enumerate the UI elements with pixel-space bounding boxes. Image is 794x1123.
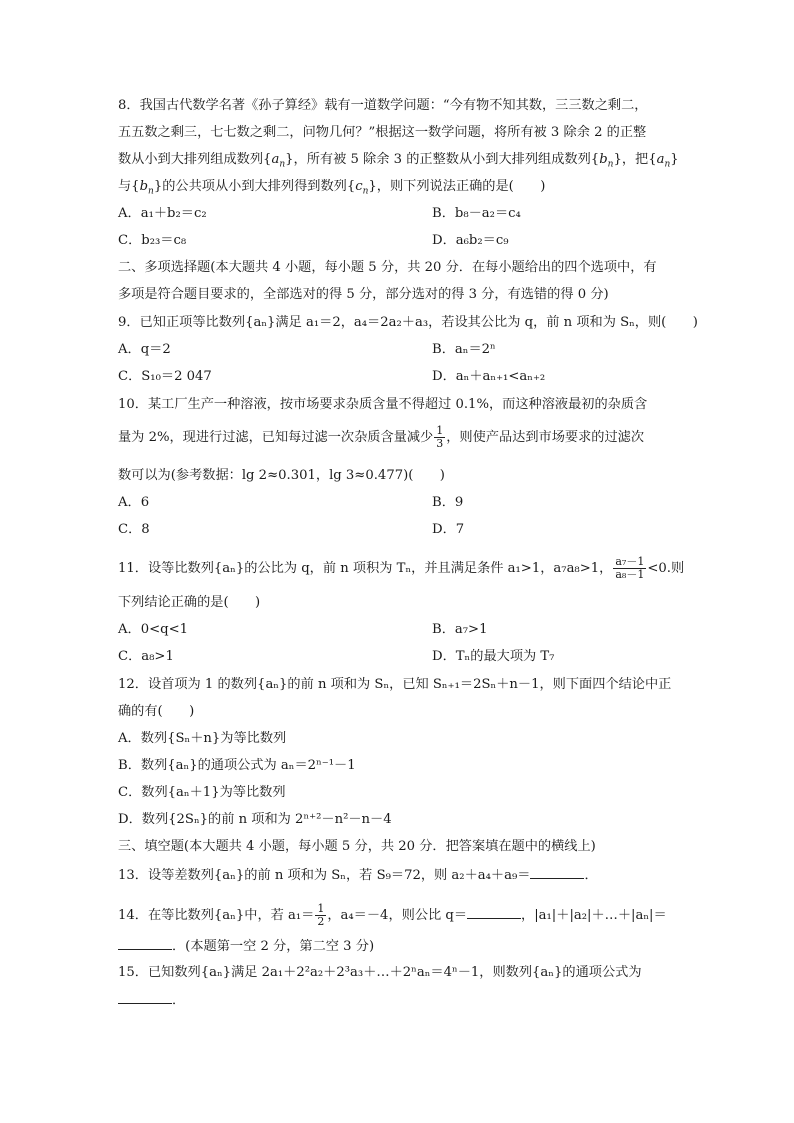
seq-a: $a_n$ xyxy=(656,152,671,170)
q11-line-1-part-a: 11．设等比数列{aₙ}的公比为 q，前 n 项积为 Tₙ，并且满足条件 a₁>1，a₇a₈>1， xyxy=(118,561,613,576)
q15-end: ． xyxy=(172,993,186,1008)
q8-line-4 xyxy=(118,178,545,196)
q13-end: ． xyxy=(584,868,598,883)
q15-line-2 xyxy=(118,991,185,1010)
q8-line-4-part-a: 与{ xyxy=(118,179,140,194)
q8-option-b: B．b₈－a₂＝c₄ xyxy=(432,206,521,221)
q15-answer-blank[interactable] xyxy=(118,991,172,1004)
q8-option-a: A．a₁＋b₂＝c₂ xyxy=(118,206,207,221)
q11-line-2: 下列结论正确的是( ) xyxy=(118,595,261,610)
fraction-one-half xyxy=(315,903,326,928)
section-2-heading-cont: 多项是符合题目要求的，全部选对的得 5 分，部分选对的得 3 分，有选错的得 0 分) xyxy=(118,287,609,302)
q14-answer-blank-1[interactable] xyxy=(467,906,521,919)
q12-option-a: A．数列{Sₙ＋n}为等比数列 xyxy=(118,731,287,746)
q10-line-2 xyxy=(118,425,644,450)
q11-option-a: A．0<q<1 xyxy=(118,622,189,637)
fraction-one-third xyxy=(434,425,445,450)
q14-line-2 xyxy=(118,937,374,956)
q8-line-3: 数从小到大排列组成数列$\{a_n\}$，所有被 5 除余 3 的正整数从小到大排列组成数列$\{b_n\}$，把$\{a_n\}$ xyxy=(118,152,679,170)
fraction-denominator: a₈－1 xyxy=(615,568,645,581)
q14-part-c: ，|a₁|＋|a₂|＋…＋|aₙ|＝ xyxy=(521,908,667,923)
section-3-heading: 三、填空题(本大题共 4 小题，每小题 5 分，共 20 分．把答案填在题中的横线上) xyxy=(118,839,596,854)
q12-option-c: C．数列{aₙ＋1}为等比数列 xyxy=(118,785,286,800)
section-2-heading: 二、多项选择题(本大题共 4 小题，每小题 5 分，共 20 分．在每小题给出的四个选项中，有 xyxy=(118,260,657,275)
q8-line-2: 五五数之剩三，七七数之剩二，问物几何？”根据这一数学问题，将所有被 3 除余 2 的正整 xyxy=(118,125,647,140)
q11-line-1-part-b: <0.则 xyxy=(647,561,685,576)
q8-line-3-part-a: 数从小到大排列组成数列{ xyxy=(118,152,272,167)
q9-option-b: B．aₙ＝2ⁿ xyxy=(432,342,496,357)
q13-answer-blank[interactable] xyxy=(530,866,584,879)
q14-part-b: ，a₄＝－4，则公比 q＝ xyxy=(327,908,468,923)
q11-option-d: D．Tₙ的最大项为 T₇ xyxy=(432,649,555,664)
fraction-numerator: 1 xyxy=(436,424,444,437)
q12-line-1: 12．设首项为 1 的数列{aₙ}的前 n 项和为 Sₙ，已知 Sₙ₊₁＝2Sₙ＋n－1，则下面四个结论中正 xyxy=(118,677,672,692)
q11-option-b: B．a₇>1 xyxy=(432,622,488,637)
q14-note: ．(本题第一空 2 分，第二空 3 分) xyxy=(172,939,375,954)
q11-fraction xyxy=(613,556,646,581)
seq-a: $a_n$ xyxy=(271,152,286,170)
q10-option-c: C．8 xyxy=(118,522,150,537)
q10-line-3: 数可以为(参考数据：lg 2≈0.301，lg 3≈0.477)( ) xyxy=(118,468,445,483)
q13-text: 13．设等差数列{aₙ}的前 n 项和为 Sₙ，若 S₉＝72，则 a₂＋a₄＋a₉＝ xyxy=(118,868,531,883)
q8-line-4-part-c: }，则下列说法正确的是( ) xyxy=(368,179,546,194)
fraction-numerator: a₇－1 xyxy=(615,555,645,568)
q8-line-4-part-b: }的公共项从小到大排列得到数列{ xyxy=(153,179,356,194)
fraction-denominator: 2 xyxy=(317,915,325,928)
q11-line-1 xyxy=(118,556,684,581)
fraction-numerator: 1 xyxy=(317,902,325,915)
q8-line-3-part-c: }，把{ xyxy=(613,152,657,167)
q13-line xyxy=(118,866,598,885)
q12-line-2: 确的有( ) xyxy=(118,704,195,719)
q8-line-1: 8．我国古代数学名著《孙子算经》载有一道数学问题：“今有物不知其数，三三数之剩二， xyxy=(118,98,648,113)
q10-option-b: B．9 xyxy=(432,495,464,510)
fraction-denominator: 3 xyxy=(436,437,444,450)
q10-line-1: 10．某工厂生产一种溶液，按市场要求杂质含量不得超过 0.1%，而这种溶液最初的杂质含 xyxy=(118,397,648,412)
q11-option-c: C．a₈>1 xyxy=(118,649,174,664)
q12-option-d: D．数列{2Sₙ}的前 n 项和为 2ⁿ⁺²－n²－n－4 xyxy=(118,812,392,827)
q14-line-1 xyxy=(118,903,667,928)
q10-option-a: A．6 xyxy=(118,495,150,510)
q9-option-a: A．q＝2 xyxy=(118,342,171,357)
q8-option-d: D．a₆b₂＝c₉ xyxy=(432,233,509,248)
q10-option-d: D．7 xyxy=(432,522,465,537)
q14-answer-blank-2[interactable] xyxy=(118,937,172,950)
q12-option-b: B．数列{aₙ}的通项公式为 aₙ＝2ⁿ⁻¹－1 xyxy=(118,758,356,773)
q9-option-d: D．aₙ＋aₙ₊₁<aₙ₊₂ xyxy=(432,369,546,384)
q15-line-1: 15．已知数列{aₙ}满足 2a₁＋2²a₂＋2³a₃＋…＋2ⁿaₙ＝4ⁿ－1，则数列{aₙ}的通项公式为 xyxy=(118,965,642,980)
q10-line-2-part-b: ，则使产品达到市场要求的过滤次 xyxy=(446,430,645,445)
q10-line-2-part-a: 量为 2%，现进行过滤，已知每过滤一次杂质含量减少 xyxy=(118,430,434,445)
seq-b: $b_n$ xyxy=(139,179,154,197)
q8-line-3-part-b: }，所有被 5 除余 3 的正整数从小到大排列组成数列{ xyxy=(285,152,600,167)
seq-c: $c_n$ xyxy=(355,179,369,197)
q9-stem: 9．已知正项等比数列{aₙ}满足 a₁＝2，a₄＝2a₂＋a₃，若设其公比为 q，前 n 项和为 Sₙ，则( ) xyxy=(118,315,698,330)
seq-b: $b_n$ xyxy=(599,152,614,170)
q8-option-c: C．b₂₃＝c₈ xyxy=(118,233,187,248)
q14-part-a: 14．在等比数列{aₙ}中，若 a₁＝ xyxy=(118,908,315,923)
q9-option-c: C．S₁₀＝2 047 xyxy=(118,369,212,384)
